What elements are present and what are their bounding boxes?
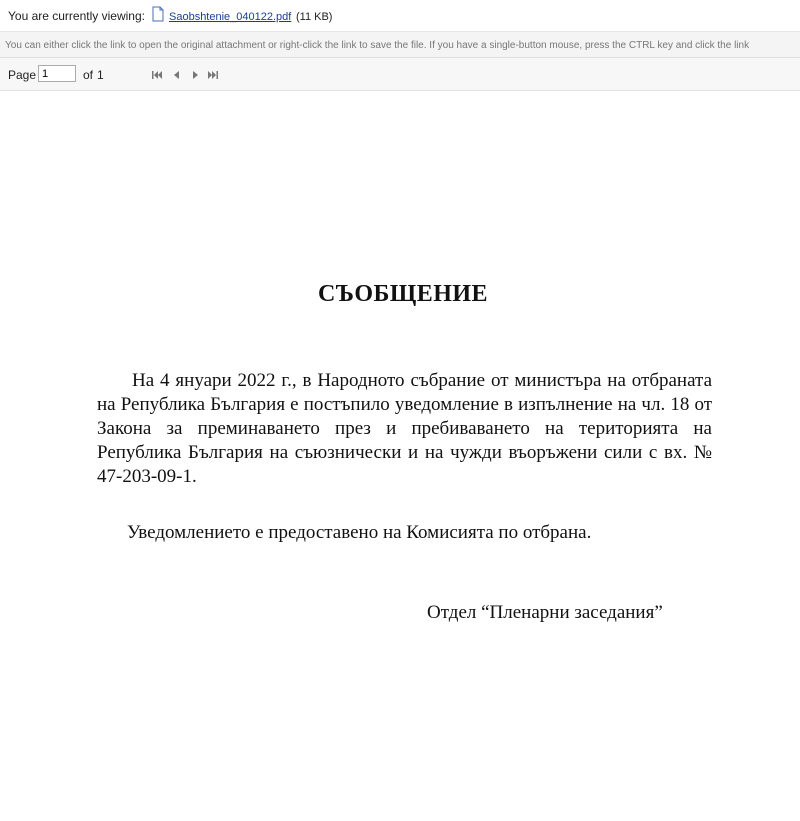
page-number-input[interactable]: [38, 65, 76, 82]
last-page-icon: [207, 69, 219, 81]
of-label: of: [83, 68, 94, 82]
first-page-button[interactable]: [151, 69, 163, 81]
file-size: (11 KB): [296, 11, 333, 23]
info-text: You can either click the link to open the original attachment or right-click the link to save the file. If you have a single-button mouse, press the CTRL key and click the link: [5, 40, 750, 51]
pdf-page: [0, 91, 800, 821]
document-icon: [152, 6, 164, 22]
last-page-button[interactable]: [207, 69, 219, 81]
currently-viewing-label: You are currently viewing:: [8, 9, 145, 23]
page-toolbar: [0, 58, 800, 91]
first-page-icon: [151, 69, 163, 81]
document-paragraph: На 4 януари 2022 г., в Народното събрание от министъра на отбраната на Република България е постъпило уведомление в изпълнение на чл. 18 от Закона за преминаването през и пребиваването на територията на Република България на съюзнически и на чужди въоръжени сили с вх. № 47-203-09-1.: [97, 370, 712, 487]
info-bar: [0, 32, 800, 58]
total-pages: 1: [97, 68, 104, 82]
viewer-header: [0, 0, 800, 32]
page-label: Page: [8, 68, 37, 82]
previous-page-icon: [171, 69, 183, 81]
next-page-button[interactable]: [189, 69, 201, 81]
previous-page-button[interactable]: [171, 69, 183, 81]
document-signature: Отдел “Пленарни заседания”: [427, 602, 663, 623]
document-title: СЪОБЩЕНИЕ: [317, 281, 489, 307]
document-paragraph-2: Уведомлението е предоставено на Комисията по отбрана.: [127, 522, 592, 543]
next-page-icon: [189, 69, 201, 81]
attachment-link[interactable]: Saobshtenie_040122.pdf: [169, 11, 292, 23]
